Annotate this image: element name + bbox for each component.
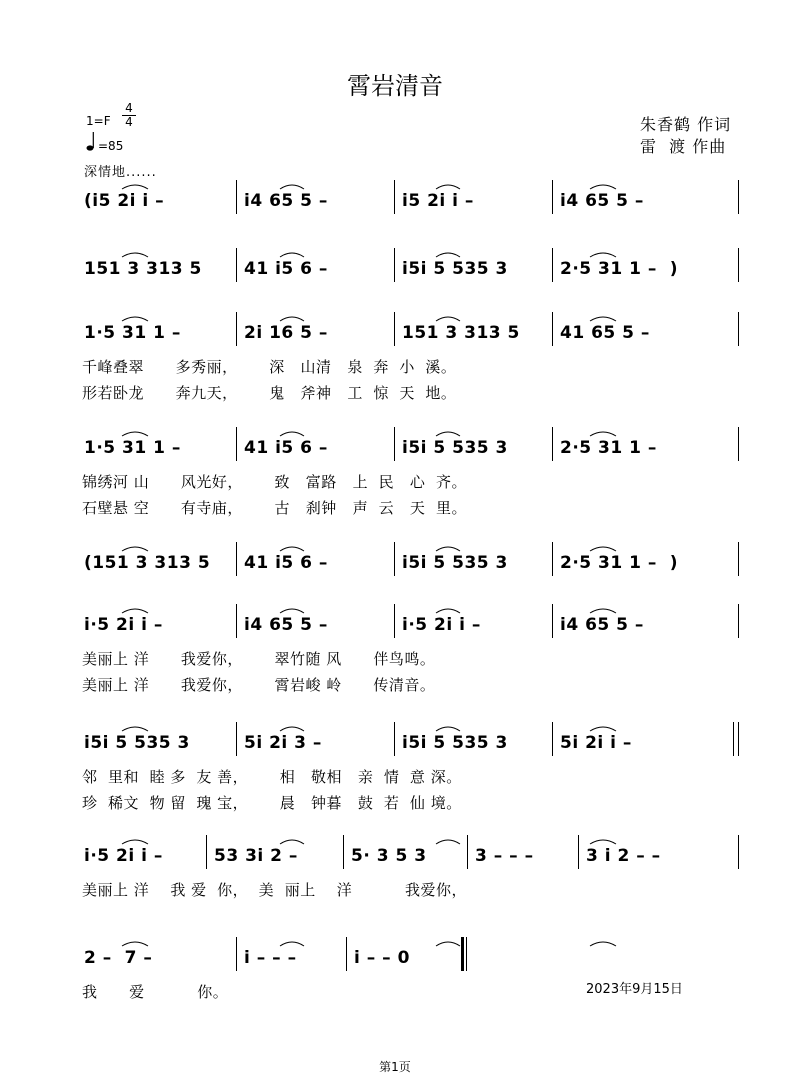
measure: i5i 5 535 3	[402, 553, 508, 573]
lyric-line: 珍 稀文 物 留 瑰 宝， 晨 钟暮 鼓 若 仙 境。	[82, 794, 462, 812]
slur	[122, 609, 148, 613]
slur	[280, 840, 304, 844]
measure: 41 i5 6 –	[244, 259, 328, 279]
slur-marks	[0, 428, 790, 438]
composition-date: 2023年9月15日	[586, 982, 683, 997]
measure: 5i 2i 3 –	[244, 733, 322, 753]
slur	[590, 253, 616, 257]
measure: i4 65 5 –	[244, 191, 328, 211]
slur-marks	[0, 543, 790, 553]
measure: i5i 5 535 3	[402, 438, 508, 458]
slur	[122, 317, 148, 321]
slur	[122, 547, 148, 551]
slur-marks	[0, 181, 790, 191]
measure: i – – –	[244, 948, 297, 968]
slur-marks	[0, 605, 790, 615]
slur	[280, 253, 304, 257]
slur	[280, 185, 304, 189]
measure: i·5 2i i –	[84, 846, 163, 866]
measure: 41 i5 6 –	[244, 438, 328, 458]
slur	[590, 317, 616, 321]
measure: 2 – 7 –	[84, 948, 153, 968]
measure: 1·5 31 1 –	[84, 323, 181, 343]
measure: 3 – – –	[475, 846, 534, 866]
measure: 151 3 313 5	[84, 259, 202, 279]
measure: i4 65 5 –	[560, 615, 644, 635]
key-signature: 1=F	[86, 114, 111, 128]
measure: i5i 5 535 3	[84, 733, 190, 753]
expression-marking: 深情地......	[84, 165, 157, 180]
slur	[280, 942, 304, 946]
measure: 2i 16 5 –	[244, 323, 328, 343]
slur	[590, 727, 616, 731]
slur	[122, 942, 148, 946]
slur	[590, 609, 616, 613]
slur	[590, 942, 616, 946]
slur	[280, 727, 304, 731]
slur	[590, 840, 616, 844]
measure: i4 65 5 –	[244, 615, 328, 635]
lyric-line: 美丽上 洋 我爱你， 霄岩峻 岭 传清音。	[82, 676, 436, 694]
slur	[122, 727, 148, 731]
composer-credit: 雷 渡 作曲	[640, 137, 727, 156]
measure: 2·5 31 1 – )	[560, 553, 678, 573]
page-number: 第1页	[379, 1060, 411, 1074]
slur	[436, 317, 460, 321]
measure: 151 3 313 5	[402, 323, 520, 343]
measure: 53 3i 2 –	[214, 846, 298, 866]
measure: i – – 0	[354, 948, 410, 968]
lyric-line: 我 爱 你。	[82, 983, 229, 1001]
measure: i·5 2i i –	[84, 615, 163, 635]
measure: 41 65 5 –	[560, 323, 650, 343]
lyric-line: 美丽上 洋 我 爱 你， 美 丽上 洋 我爱你，	[82, 881, 467, 899]
measure: 2·5 31 1 – )	[560, 259, 678, 279]
lyric-line: 锦绣河 山 风光好， 致 富路 上 民 心 齐。	[82, 473, 467, 491]
slur	[122, 432, 148, 436]
measure: i5i 5 535 3	[402, 733, 508, 753]
slur	[122, 840, 148, 844]
slur	[436, 547, 460, 551]
slur-marks	[0, 249, 790, 259]
slur	[436, 432, 460, 436]
slur	[436, 253, 460, 257]
slur-marks	[0, 723, 790, 733]
slur	[436, 727, 460, 731]
measure: 3 i 2 – –	[586, 846, 661, 866]
slur	[436, 185, 460, 189]
measure: i5i 5 535 3	[402, 259, 508, 279]
slur-marks	[0, 313, 790, 323]
measure: (i5 2i i –	[84, 191, 165, 211]
measure: 5i 2i i –	[560, 733, 632, 753]
lyric-line: 邻 里和 睦 多 友 善， 相 敬相 亲 情 意 深。	[82, 768, 462, 786]
slur-marks	[0, 836, 790, 846]
slur	[436, 609, 460, 613]
slur	[590, 547, 616, 551]
measure: i4 65 5 –	[560, 191, 644, 211]
slur	[280, 547, 304, 551]
time-signature-bottom: 4	[122, 115, 136, 129]
slur	[590, 432, 616, 436]
slur	[280, 432, 304, 436]
lyric-line: 美丽上 洋 我爱你， 翠竹随 风 伴鸟鸣。	[82, 650, 436, 668]
measure: 1·5 31 1 –	[84, 438, 181, 458]
measure: 41 i5 6 –	[244, 553, 328, 573]
slur	[122, 185, 148, 189]
slur-marks	[0, 938, 790, 948]
measure: 5· 3 5 3	[351, 846, 427, 866]
slur	[436, 942, 460, 946]
time-signature-top: 4	[125, 101, 133, 115]
quarter-note-icon	[86, 130, 98, 152]
measure: (151 3 313 5	[84, 553, 211, 573]
measure: i·5 2i i –	[402, 615, 481, 635]
lyric-line: 形若卧龙 奔九天， 鬼 斧神 工 惊 天 地。	[82, 384, 457, 402]
slur	[280, 317, 304, 321]
lyric-line: 千峰叠翠 多秀丽， 深 山清 泉 奔 小 溪。	[82, 358, 457, 376]
tempo-marking: =85	[98, 139, 124, 153]
slur	[590, 185, 616, 189]
slur	[436, 840, 460, 844]
measure: 2·5 31 1 –	[560, 438, 657, 458]
slur	[122, 253, 148, 257]
lyricist-credit: 朱香鹤 作词	[640, 115, 732, 134]
slur	[280, 609, 304, 613]
time-signature	[122, 102, 136, 129]
measure: i5 2i i –	[402, 191, 474, 211]
lyric-line: 石壁悬 空 有寺庙， 古 刹钟 声 云 天 里。	[82, 499, 467, 517]
song-title: 霄岩清音	[347, 72, 443, 100]
